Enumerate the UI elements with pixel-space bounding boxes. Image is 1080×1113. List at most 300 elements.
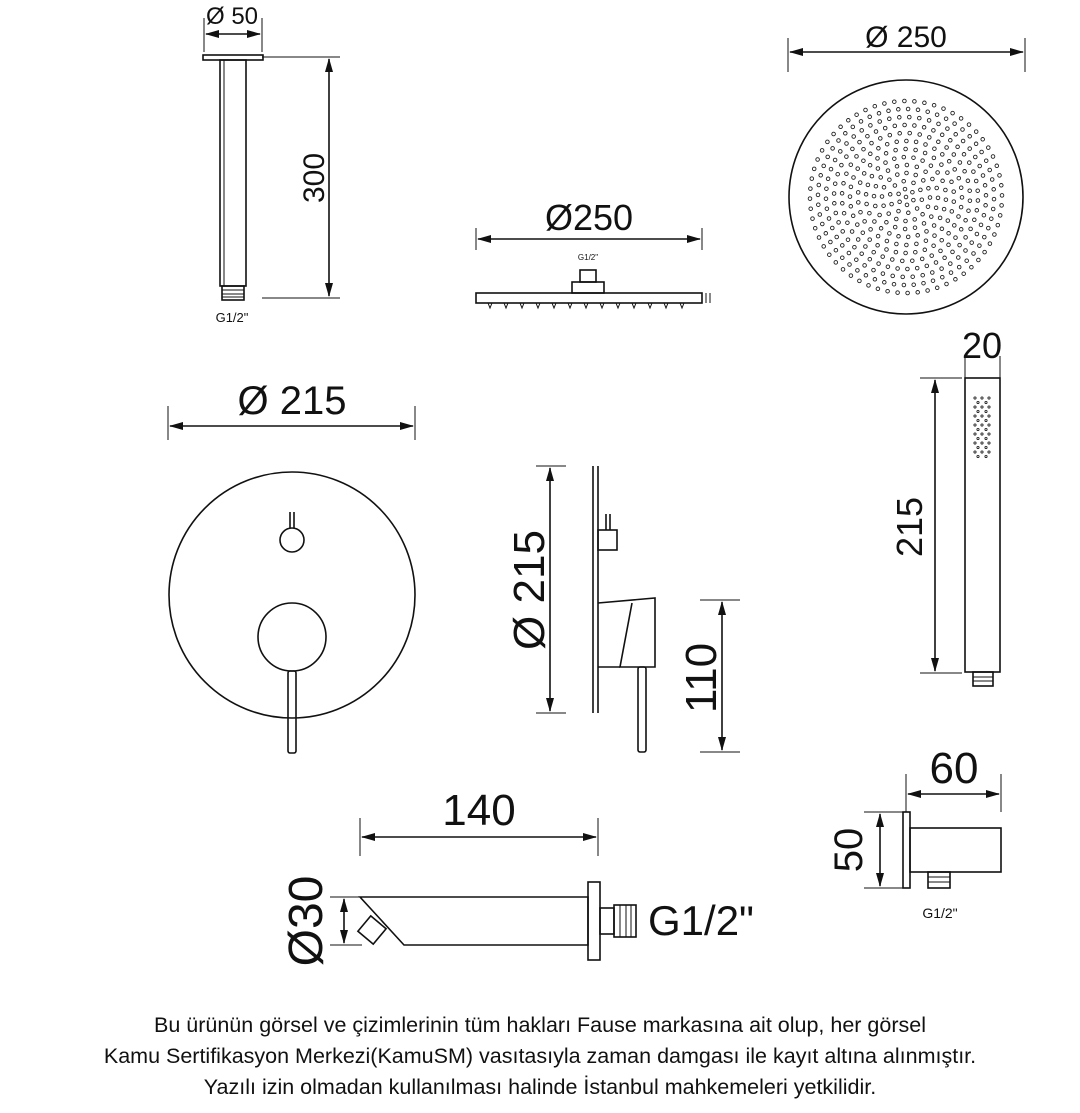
- nozzle-hole: [983, 235, 987, 239]
- nozzle-hole: [968, 161, 972, 165]
- nozzle-hole: [852, 135, 856, 139]
- nozzle-hole: [944, 188, 948, 192]
- nozzle-hole: [841, 202, 845, 206]
- outlet-thread-label: G1/2": [922, 905, 958, 921]
- nozzle-hole: [968, 147, 972, 151]
- nozzle-hole: [953, 224, 957, 228]
- nozzle-hole: [903, 123, 907, 127]
- nozzle-hole: [938, 216, 942, 220]
- nozzle-hole: [898, 132, 902, 136]
- nozzle-hole: [856, 238, 860, 242]
- nozzle-hole: [902, 155, 906, 159]
- nozzle-hole: [870, 141, 874, 145]
- nozzle-hole: [920, 257, 924, 261]
- nozzle-hole: [887, 109, 891, 113]
- copyright-line-1: Bu ürünün görsel ve çizimlerinin tüm hakları Fause markasına ait olup, her görsel: [154, 1013, 926, 1037]
- nozzle-hole: [944, 198, 948, 202]
- nozzle-hole: [817, 203, 821, 207]
- nozzle-hole: [976, 189, 980, 193]
- nozzle-hole: [959, 186, 963, 190]
- nozzle-hole: [903, 227, 907, 231]
- hand-shower-hole: [977, 401, 979, 403]
- nozzle-hole: [885, 142, 889, 146]
- nozzle-hole: [970, 265, 974, 269]
- nozzle-hole: [906, 107, 910, 111]
- nozzle-hole: [913, 124, 917, 128]
- nozzle-hole: [962, 153, 966, 157]
- nozzle-hole: [1000, 194, 1004, 198]
- mixer-plate-side-drawing: [505, 466, 740, 752]
- nozzle-hole: [991, 155, 995, 159]
- nozzle-hole: [866, 183, 870, 187]
- spout-length-label: 140: [442, 786, 516, 835]
- mixer-plate-front-drawing: [168, 379, 415, 753]
- nozzle-hole: [878, 120, 882, 124]
- nozzle-hole: [922, 179, 926, 183]
- nozzle-hole: [876, 167, 880, 171]
- nozzle-hole: [882, 186, 886, 190]
- nozzle-hole: [882, 204, 886, 208]
- nozzle-hole: [879, 227, 883, 231]
- nozzle-hole: [967, 123, 971, 127]
- nozzle-hole: [881, 272, 885, 276]
- nozzle-hole: [858, 279, 862, 283]
- nozzle-hole: [983, 184, 987, 188]
- nozzle-hole: [905, 171, 909, 175]
- nozzle-hole: [834, 261, 838, 265]
- nozzle-hole: [922, 281, 926, 285]
- nozzle-hole: [987, 226, 991, 230]
- nozzle-hole: [864, 108, 868, 112]
- nozzle-hole: [968, 199, 972, 203]
- nozzle-hole: [873, 278, 877, 282]
- nozzle-hole: [856, 167, 860, 171]
- nozzle-hole: [822, 245, 826, 249]
- nozzle-hole: [816, 158, 820, 162]
- nozzle-hole: [972, 170, 976, 174]
- nozzle-hole: [949, 271, 953, 275]
- nozzle-hole: [982, 213, 986, 217]
- shower-head-top-drawing: [788, 21, 1025, 314]
- nozzle-hole: [952, 200, 956, 204]
- nozzle-hole: [817, 183, 821, 187]
- wall-outlet-drawing: [827, 744, 1001, 921]
- hand-shower-hole: [974, 442, 976, 444]
- nozzle-hole: [877, 147, 881, 151]
- nozzle-hole: [911, 190, 915, 194]
- nozzle-hole: [914, 140, 918, 144]
- nozzle-hole: [926, 110, 930, 114]
- hand-shower-hole: [981, 406, 983, 408]
- nozzle-hole: [936, 196, 940, 200]
- nozzle-hole: [816, 193, 820, 197]
- nozzle-hole: [810, 177, 814, 181]
- nozzle-hole: [888, 232, 892, 236]
- hand-shower-hole: [981, 415, 983, 417]
- nozzle-hole: [928, 136, 932, 140]
- nozzle-hole: [953, 122, 957, 126]
- nozzle-hole: [842, 211, 846, 215]
- nozzle-hole: [874, 204, 878, 208]
- nozzle-hole: [833, 158, 837, 162]
- nozzle-hole: [901, 275, 905, 279]
- nozzle-hole: [968, 135, 972, 139]
- nozzle-hole: [921, 159, 925, 163]
- copyright-notice: [0, 1010, 1080, 1103]
- nozzle-hole: [935, 286, 939, 290]
- nozzle-hole: [841, 268, 845, 272]
- nozzle-hole: [829, 167, 833, 171]
- nozzle-hole: [897, 209, 901, 213]
- nozzle-hole: [898, 116, 902, 120]
- nozzle-hole: [919, 188, 923, 192]
- nozzle-hole: [927, 119, 931, 123]
- nozzle-hole: [884, 161, 888, 165]
- nozzle-hole: [975, 209, 979, 213]
- nozzle-hole: [872, 250, 876, 254]
- nozzle-hole: [956, 145, 960, 149]
- nozzle-hole: [998, 174, 1002, 178]
- nozzle-hole: [869, 228, 873, 232]
- nozzle-hole: [868, 115, 872, 119]
- hand-shower-hole: [974, 451, 976, 453]
- nozzle-hole: [932, 156, 936, 160]
- outlet-width-label: 60: [929, 744, 979, 793]
- nozzle-hole: [894, 250, 898, 254]
- nozzle-hole: [874, 184, 878, 188]
- nozzle-hole: [903, 99, 907, 103]
- nozzle-hole: [964, 219, 968, 223]
- nozzle-hole: [916, 108, 920, 112]
- nozzle-hole: [968, 189, 972, 193]
- nozzle-hole: [950, 180, 954, 184]
- nozzle-hole: [947, 232, 951, 236]
- nozzle-hole: [895, 165, 899, 169]
- arm-thread-label: G1/2": [215, 310, 249, 325]
- nozzle-hole: [907, 211, 911, 215]
- nozzle-hole: [897, 192, 901, 196]
- nozzle-hole: [912, 181, 916, 185]
- nozzle-hole: [904, 219, 908, 223]
- nozzle-hole: [893, 157, 897, 161]
- nozzle-hole: [930, 215, 934, 219]
- hand-shower-hole: [974, 415, 976, 417]
- nozzle-hole: [826, 177, 830, 181]
- nozzle-hole: [942, 207, 946, 211]
- nozzle-hole: [868, 163, 872, 167]
- nozzle-hole: [935, 113, 939, 117]
- nozzle-hole: [896, 173, 900, 177]
- nozzle-hole: [869, 152, 873, 156]
- nozzle-hole: [960, 196, 964, 200]
- hand-shower-hole: [988, 397, 990, 399]
- nozzle-hole: [870, 174, 874, 178]
- nozzle-hole: [856, 191, 860, 195]
- nozzle-hole: [819, 174, 823, 178]
- nozzle-hole: [893, 100, 897, 104]
- nozzle-hole: [1000, 204, 1004, 208]
- nozzle-hole: [915, 207, 919, 211]
- nozzle-hole: [916, 291, 920, 295]
- nozzle-hole: [957, 176, 961, 180]
- hand-shower-hole: [988, 415, 990, 417]
- nozzle-hole: [998, 214, 1002, 218]
- nozzle-hole: [855, 113, 859, 117]
- nozzle-hole: [933, 234, 937, 238]
- nozzle-hole: [872, 268, 876, 272]
- nozzle-hole: [937, 140, 941, 144]
- nozzle-hole: [932, 224, 936, 228]
- nozzle-hole: [947, 160, 951, 164]
- nozzle-hole: [990, 178, 994, 182]
- nozzle-hole: [866, 134, 870, 138]
- nozzle-hole: [933, 147, 937, 151]
- nozzle-hole: [987, 146, 991, 150]
- hand-shower-hole: [988, 442, 990, 444]
- nozzle-hole: [902, 179, 906, 183]
- nozzle-hole: [876, 157, 880, 161]
- nozzle-hole: [898, 200, 902, 204]
- nozzle-hole: [976, 199, 980, 203]
- nozzle-hole: [934, 261, 938, 265]
- nozzle-hole: [927, 187, 931, 191]
- nozzle-hole: [848, 195, 852, 199]
- nozzle-hole: [835, 235, 839, 239]
- nozzle-hole: [946, 127, 950, 131]
- nozzle-hole: [833, 182, 837, 186]
- nozzle-hole: [972, 252, 976, 256]
- nozzle-hole: [818, 213, 822, 217]
- nozzle-hole: [974, 155, 978, 159]
- nozzle-hole: [846, 238, 850, 242]
- nozzle-hole: [904, 147, 908, 151]
- hand-shower-hole: [985, 401, 987, 403]
- nozzle-hole: [869, 124, 873, 128]
- nozzle-hole: [826, 155, 830, 159]
- nozzle-hole: [923, 248, 927, 252]
- head-top-diameter-label: Ø 250: [865, 21, 947, 54]
- hand-shower-hole: [977, 446, 979, 448]
- nozzle-hole: [873, 220, 877, 224]
- nozzle-hole: [850, 230, 854, 234]
- nozzle-hole: [939, 249, 943, 253]
- hand-shower-length-label: 215: [889, 496, 930, 558]
- nozzle-hole: [851, 214, 855, 218]
- nozzle-hole: [902, 283, 906, 287]
- nozzle-hole: [978, 244, 982, 248]
- nozzle-hole: [925, 230, 929, 234]
- nozzle-hole: [905, 163, 909, 167]
- nozzle-hole: [954, 133, 958, 137]
- hand-shower-width-label: 20: [961, 325, 1003, 366]
- hand-shower-hole: [988, 406, 990, 408]
- hand-shower-hole: [985, 419, 987, 421]
- nozzle-hole: [822, 164, 826, 168]
- nozzle-holes: [808, 99, 1004, 295]
- nozzle-hole: [931, 271, 935, 275]
- nozzle-hole: [856, 223, 860, 227]
- nozzle-hole: [959, 228, 963, 232]
- nozzle-hole: [831, 226, 835, 230]
- nozzle-hole: [981, 138, 985, 142]
- nozzle-hole: [923, 151, 927, 155]
- nozzle-hole: [809, 187, 813, 191]
- hand-shower-hole: [977, 455, 979, 457]
- nozzle-hole: [888, 117, 892, 121]
- nozzle-hole: [988, 168, 992, 172]
- nozzle-hole: [984, 159, 988, 163]
- nozzle-hole: [876, 244, 880, 248]
- nozzle-hole: [984, 204, 988, 208]
- nozzle-hole: [988, 242, 992, 246]
- hand-shower-hole: [981, 433, 983, 435]
- nozzle-hole: [934, 206, 938, 210]
- nozzle-hole: [848, 263, 852, 267]
- nozzle-hole: [923, 101, 927, 105]
- nozzle-hole: [891, 258, 895, 262]
- nozzle-hole: [926, 289, 930, 293]
- nozzle-hole: [974, 130, 978, 134]
- nozzle-hole: [980, 150, 984, 154]
- nozzle-hole: [883, 281, 887, 285]
- nozzle-hole: [921, 273, 925, 277]
- nozzle-hole: [847, 251, 851, 255]
- nozzle-hole: [963, 170, 967, 174]
- nozzle-hole: [953, 168, 957, 172]
- nozzle-hole: [864, 245, 868, 249]
- nozzle-hole: [990, 217, 994, 221]
- nozzle-hole: [958, 243, 962, 247]
- hand-shower-hole: [977, 419, 979, 421]
- nozzle-hole: [967, 209, 971, 213]
- nozzle-hole: [912, 198, 916, 202]
- nozzle-hole: [1000, 184, 1004, 188]
- hand-shower-hole: [974, 397, 976, 399]
- nozzle-hole: [936, 171, 940, 175]
- nozzle-hole: [847, 119, 851, 123]
- nozzle-hole: [977, 258, 981, 262]
- nozzle-hole: [886, 169, 890, 173]
- nozzle-hole: [978, 164, 982, 168]
- nozzle-hole: [868, 238, 872, 242]
- hand-shower-hole: [981, 424, 983, 426]
- nozzle-hole: [837, 139, 841, 143]
- hand-shower-hole: [988, 424, 990, 426]
- nozzle-hole: [832, 132, 836, 136]
- nozzle-hole: [906, 235, 910, 239]
- nozzle-hole: [992, 188, 996, 192]
- hand-shower-hole: [985, 437, 987, 439]
- hand-shower-hole: [985, 410, 987, 412]
- nozzle-hole: [859, 210, 863, 214]
- nozzle-hole: [911, 275, 915, 279]
- nozzle-hole: [984, 194, 988, 198]
- shower-head-side-drawing: [476, 197, 710, 308]
- nozzle-hole: [894, 148, 898, 152]
- nozzle-hole: [849, 205, 853, 209]
- nozzle-hole: [897, 108, 901, 112]
- nozzle-hole: [858, 140, 862, 144]
- nozzle-hole: [922, 222, 926, 226]
- nozzle-hole: [924, 170, 928, 174]
- outlet-height-label: 50: [827, 827, 871, 873]
- nozzle-hole: [991, 207, 995, 211]
- nozzle-hole: [905, 139, 909, 143]
- nozzle-hole: [975, 232, 979, 236]
- nozzle-hole: [974, 179, 978, 183]
- nozzle-hole: [935, 186, 939, 190]
- nozzle-hole: [840, 192, 844, 196]
- nozzle-hole: [905, 243, 909, 247]
- nozzle-hole: [852, 176, 856, 180]
- nozzle-hole: [841, 244, 845, 248]
- nozzle-hole: [826, 140, 830, 144]
- nozzle-hole: [942, 107, 946, 111]
- nozzle-hole: [862, 159, 866, 163]
- nozzle-hole: [836, 172, 840, 176]
- nozzle-hole: [834, 211, 838, 215]
- hand-shower-hole: [981, 442, 983, 444]
- hand-shower-hole: [974, 406, 976, 408]
- nozzle-hole: [820, 149, 824, 153]
- nozzle-hole: [957, 215, 961, 219]
- nozzle-hole: [845, 172, 849, 176]
- nozzle-hole: [861, 231, 865, 235]
- nozzle-hole: [846, 221, 850, 225]
- nozzle-hole: [834, 248, 838, 252]
- nozzle-hole: [911, 259, 915, 263]
- nozzle-hole: [969, 227, 973, 231]
- nozzle-hole: [888, 193, 892, 197]
- nozzle-hole: [892, 282, 896, 286]
- nozzle-hole: [961, 128, 965, 132]
- spout-thread-label: G1/2": [648, 897, 754, 944]
- nozzle-hole: [916, 234, 920, 238]
- copyright-line-3: Yazılı izin olmadan kullanılması halinde İstanbul mahkemeleri yetkilidir.: [203, 1075, 877, 1099]
- nozzle-hole: [886, 289, 890, 293]
- nozzle-hole: [809, 207, 813, 211]
- nozzle-hole: [908, 115, 912, 119]
- nozzle-hole: [903, 187, 907, 191]
- hand-shower-hole: [974, 433, 976, 435]
- nozzle-hole: [964, 249, 968, 253]
- nozzle-hole: [965, 259, 969, 263]
- nozzle-hole: [860, 252, 864, 256]
- nozzle-hole: [833, 202, 837, 206]
- nozzle-hole: [839, 150, 843, 154]
- nozzle-hole: [993, 233, 997, 237]
- nozzle-hole: [883, 102, 887, 106]
- nozzle-hole: [918, 116, 922, 120]
- nozzle-hole: [888, 133, 892, 137]
- nozzle-hole: [904, 251, 908, 255]
- nozzle-hole: [949, 262, 953, 266]
- nozzle-hole: [964, 236, 968, 240]
- nozzle-hole: [855, 258, 859, 262]
- nozzle-hole: [945, 282, 949, 286]
- nozzle-hole: [906, 267, 910, 271]
- spout-diameter-label: Ø30: [280, 875, 333, 967]
- nozzle-hole: [896, 267, 900, 271]
- nozzle-hole: [862, 172, 866, 176]
- nozzle-hole: [863, 264, 867, 268]
- nozzle-hole: [908, 131, 912, 135]
- nozzle-hole: [813, 226, 817, 230]
- nozzle-hole: [946, 219, 950, 223]
- nozzle-hole: [885, 248, 889, 252]
- nozzle-hole: [932, 129, 936, 133]
- hand-shower-hole: [985, 446, 987, 448]
